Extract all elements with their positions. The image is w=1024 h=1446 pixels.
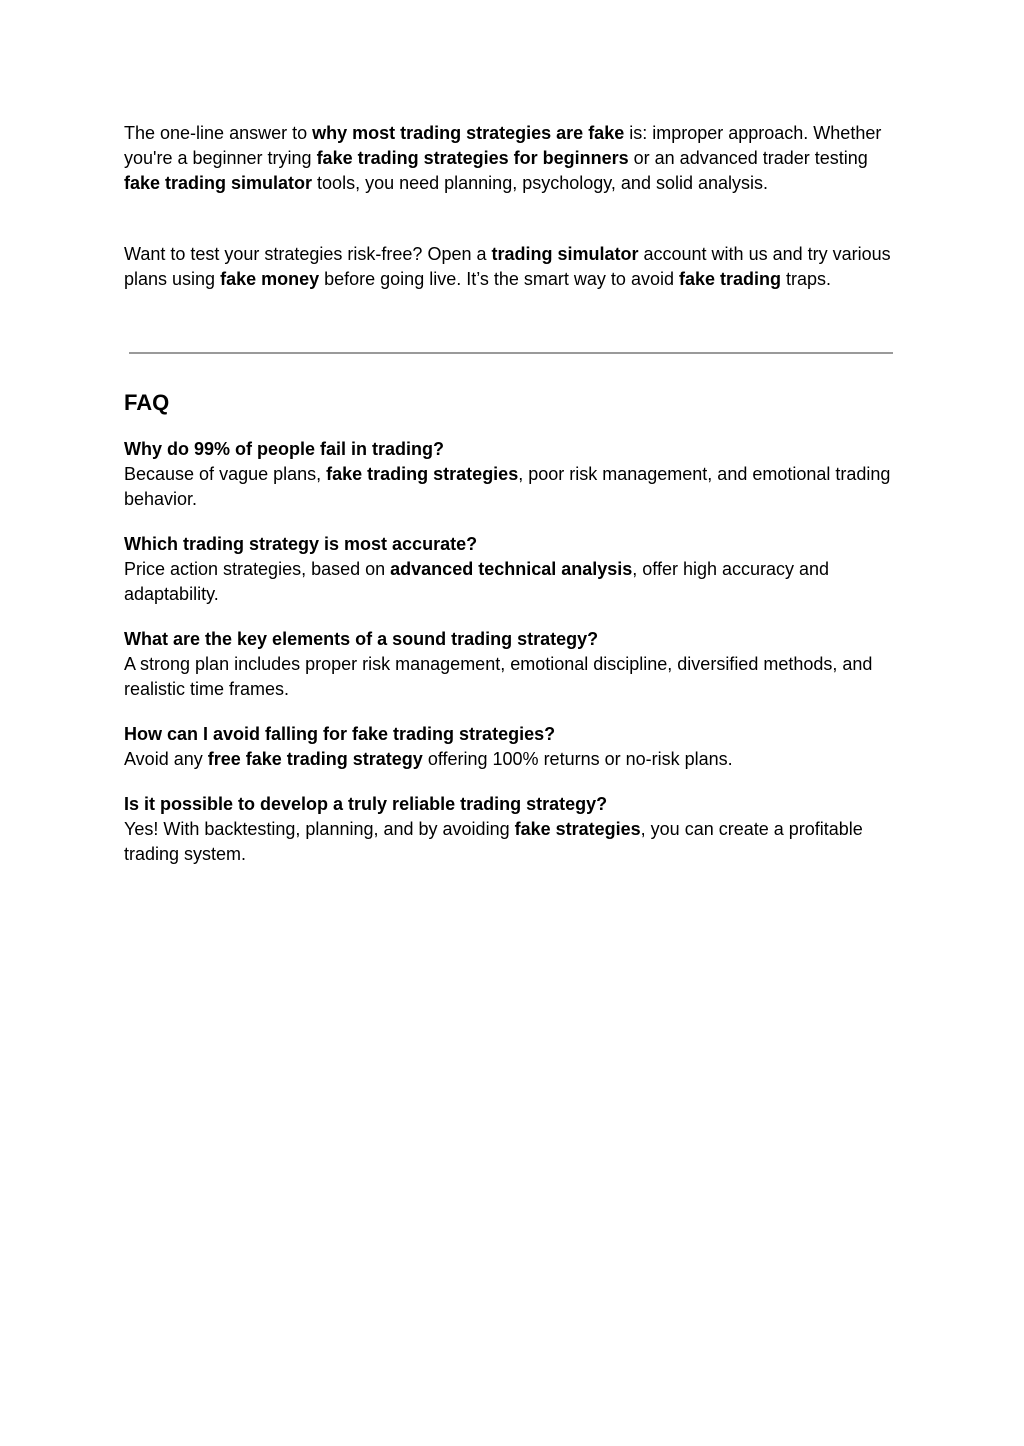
text-run: tools, you need planning, psychology, and solid analysis.: [312, 173, 769, 193]
bold-phrase: fake trading strategies: [326, 464, 519, 484]
bold-phrase: trading simulator: [491, 244, 639, 264]
text-run: , offer high accuracy and adaptability.: [124, 559, 830, 604]
horizontal-divider: [129, 352, 893, 354]
faq-question: Why do 99% of people fail in trading?: [124, 439, 445, 459]
text-run: or an advanced trader testing: [628, 148, 868, 168]
faq-item: [124, 792, 894, 867]
text-run: , you can create a profitable trading system.: [124, 819, 863, 864]
text-run: A strong plan includes proper risk management, emotional discipline, diversified methods, and realistic time frames.: [124, 654, 873, 699]
faq-item: [124, 722, 894, 772]
faq-answer: [124, 652, 894, 702]
faq-answer: [124, 747, 894, 772]
intro-paragraph-2: [124, 242, 894, 292]
faq-answer: [124, 462, 894, 512]
text-run: Yes! With backtesting, planning, and by avoiding: [124, 819, 515, 839]
faq-question: Is it possible to develop a truly reliable trading strategy?: [124, 794, 608, 814]
text-run: , poor risk management, and emotional trading behavior.: [124, 464, 891, 509]
faq-heading: FAQ: [124, 390, 170, 415]
text-run: Price action strategies, based on: [124, 559, 391, 579]
faq-item: [124, 627, 894, 702]
faq-question: What are the key elements of a sound trading strategy?: [124, 629, 599, 649]
text-run: is: improper approach. Whether you're a beginner trying: [124, 123, 882, 168]
faq-question: Which trading strategy is most accurate?: [124, 534, 478, 554]
intro-paragraph-1: [124, 121, 894, 221]
text-run: Avoid any: [124, 749, 208, 769]
text-run: before going live. It’s the smart way to avoid: [319, 269, 679, 289]
document-page: [124, 121, 894, 864]
bold-phrase: fake trading strategies for beginners: [316, 148, 629, 168]
faq-item: [124, 532, 894, 607]
faq-answer: [124, 817, 894, 867]
bold-phrase: fake money: [220, 269, 320, 289]
bold-phrase: fake strategies: [514, 819, 641, 839]
text-run: The one-line answer to: [124, 123, 313, 143]
bold-phrase: fake trading: [678, 269, 782, 289]
text-run: account with us and try various plans using: [124, 244, 891, 289]
bold-phrase: free fake trading strategy: [207, 749, 423, 769]
bold-phrase: fake trading simulator: [124, 173, 313, 193]
text-run: offering 100% returns or no-risk plans.: [422, 749, 733, 769]
text-run: Want to test your strategies risk-free? Open a: [124, 244, 492, 264]
text-run: Because of vague plans,: [124, 464, 327, 484]
text-run: traps.: [781, 269, 832, 289]
faq-item: [124, 437, 894, 512]
bold-phrase: advanced technical analysis: [390, 559, 633, 579]
faq-answer: [124, 557, 894, 607]
faq-question: How can I avoid falling for fake trading strategies?: [124, 724, 556, 744]
faq-list: [124, 437, 894, 887]
bold-phrase: why most trading strategies are fake: [312, 123, 625, 143]
